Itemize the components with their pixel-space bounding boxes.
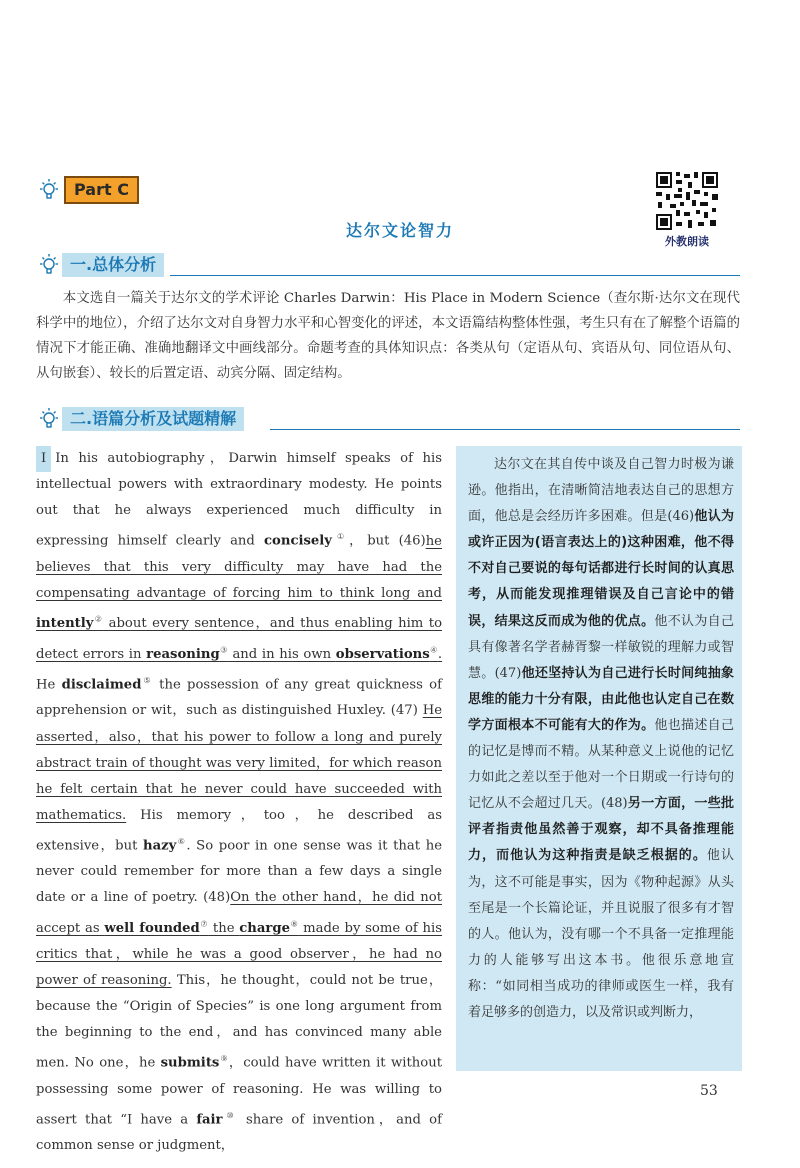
lightbulb-icon — [36, 177, 62, 203]
passage-text: about every sentence，and thus enabling him to detect errors in — [36, 616, 443, 662]
lightbulb-icon — [36, 252, 62, 278]
passage-text: and in his own — [227, 646, 336, 662]
answer-47: 他还坚持认为自己进行长时间纯抽象思维的能力十分有限，由此他也认定自己在数学方面根本不可能有大的作为。 — [468, 665, 734, 733]
section-2-heading — [36, 406, 244, 432]
translation-text: 达尔文在其自传中谈及自己智力时极为谦逊。他指出，在清晰简洁地表达自己的思想方面，他总是会经历许多困难。但是(46) — [468, 457, 734, 525]
passage-title: 达尔文论智力 — [345, 221, 454, 240]
summary-paragraph: 本文选自一篇关于达尔文的学术评论 Charles Darwin：His Place in Modern Science（查尔斯·达尔文在现代科学中的地位），介绍了达尔文对自身智力水平和心智变化的评述，本文语篇结构整体性强，考生只有在了解整个语篇的情况下才能正确、准确地翻译文中画线部分。命题考查的具体知识点：各类从句（定语从句、宾语从句、同位语从句、从句嵌套）、较长的后置定语、动宾分隔、固定结构。 — [36, 291, 740, 381]
english-passage — [36, 446, 442, 1160]
translation-text: 他认为，这不可能是事实，因为《物种起源》从头至尾是一个长篇论证，并且说服了很多有才智的人。他认为，没有哪一个不具备一定推理能力的人能够写出这本书。他很乐意地宣称：“如同相当成功的律师或医生一样，我有着足够多的创造力，以及常识或判断力， — [468, 848, 734, 1020]
passage-text: . So poor in one sense was it that he never could remember for more than a few days a single date or a line of poetry. (48) — [36, 838, 443, 906]
passage-text: This，he thought，could not be true，because the “Origin of Species” is one long argument from the beginning to the end，and has convinced many able men. No one，he — [36, 973, 443, 1071]
part-c-header — [36, 176, 139, 204]
passage-text: His memory，too，he described as extensive，but — [36, 807, 442, 854]
passage-text: he believes that this very difficulty may have had the compensating advantage of forcing him to think long and — [36, 533, 442, 601]
vocab-word: reasoning — [146, 646, 220, 662]
lightbulb-icon — [36, 406, 62, 432]
paragraph-marker: Ⅰ — [36, 446, 51, 472]
passage-text: ，but (46) — [349, 533, 426, 549]
passage-text: share of invention，and of common sense or judgment， — [36, 1112, 442, 1154]
vocab-word: disclaimed — [61, 677, 142, 693]
question-47-sentence: He asserted，also，that his power to follow a long and purely abstract train of thought was very limited，for which reason he felt certain that he never could have succeeded with mathematics. — [36, 703, 442, 823]
vocab-note: ② — [93, 614, 104, 624]
part-badge: Part C — [64, 176, 139, 204]
vocab-note: ③ — [219, 645, 228, 655]
vocab-word: submits — [160, 1055, 220, 1071]
section-divider — [270, 429, 740, 430]
vocab-word: intently — [36, 616, 94, 632]
vocab-note: ① — [331, 532, 350, 542]
vocab-word: charge — [239, 920, 290, 936]
passage-text: ，could have written it without possessing some power of reasoning. He was willing to assert that “I have a — [36, 1055, 442, 1128]
vocab-word: well founded — [104, 920, 200, 936]
vocab-word: fair — [196, 1112, 223, 1128]
section-2-title: 二.语篇分析及试题精解 — [62, 407, 244, 431]
vocab-note: ⑤ — [141, 675, 153, 685]
vocab-note: ⑧ — [290, 919, 299, 929]
answer-48: 另一方面，一些批评者指责他虽然善于观察，却不具备推理能力，而他认为这种指责是缺乏根据的。 — [468, 796, 734, 864]
passage-text: He — [36, 677, 62, 693]
passage-text: made by some of his critics that，while he was a good observer，he had no power of reasoning. — [36, 920, 443, 989]
section-1-title: 一.总体分析 — [62, 253, 164, 277]
passage-text: . — [437, 646, 443, 662]
translation-text: 他也描述自己的记忆是博而不精。从某种意义上说他的记忆力如此之差以至于他对一个日期或一行诗句的记忆从不会超过几天。(48) — [468, 717, 734, 812]
passage-text: the — [208, 920, 240, 936]
vocab-note: ⑨ — [219, 1054, 229, 1064]
passage-text: On the other hand，he did not accept as — [36, 890, 443, 936]
question-46-sentence — [36, 534, 442, 662]
section-divider — [170, 275, 740, 276]
vocab-note: ⑦ — [199, 919, 209, 929]
vocab-note: ⑩ — [222, 1110, 238, 1120]
section-1-heading — [36, 252, 164, 278]
passage-text: In his autobiography，Darwin himself speaks of his intellectual powers with extraordinary modesty. He points out that he always experienced much difficulty in expressing himself clearly and — [36, 451, 442, 549]
vocab-word: observations — [335, 646, 430, 662]
vocab-word: concisely — [264, 533, 332, 549]
page-number: 53 — [700, 1083, 718, 1099]
chinese-translation — [456, 446, 742, 1071]
vocab-word: hazy — [143, 838, 177, 854]
answer-46: 他认为或许正因为(语言表达上的)这种困难，他不得不对自己要说的每句话都进行长时间的认真思考，从而能发现推理错误及自己言论中的错误，结果这反而成为他的优点。 — [468, 509, 734, 629]
translation-text: 他不认为自己具有像著名学者赫胥黎一样敏锐的理解力或智慧。(47) — [468, 613, 734, 681]
vocab-note: ④ — [429, 645, 438, 655]
passage-text: the possession of any great quickness of apprehension or wit，such as distinguished Huxley. (47) — [36, 677, 442, 719]
qr-label: 外教朗读 — [665, 235, 709, 248]
vocab-note: ⑥ — [176, 836, 187, 846]
